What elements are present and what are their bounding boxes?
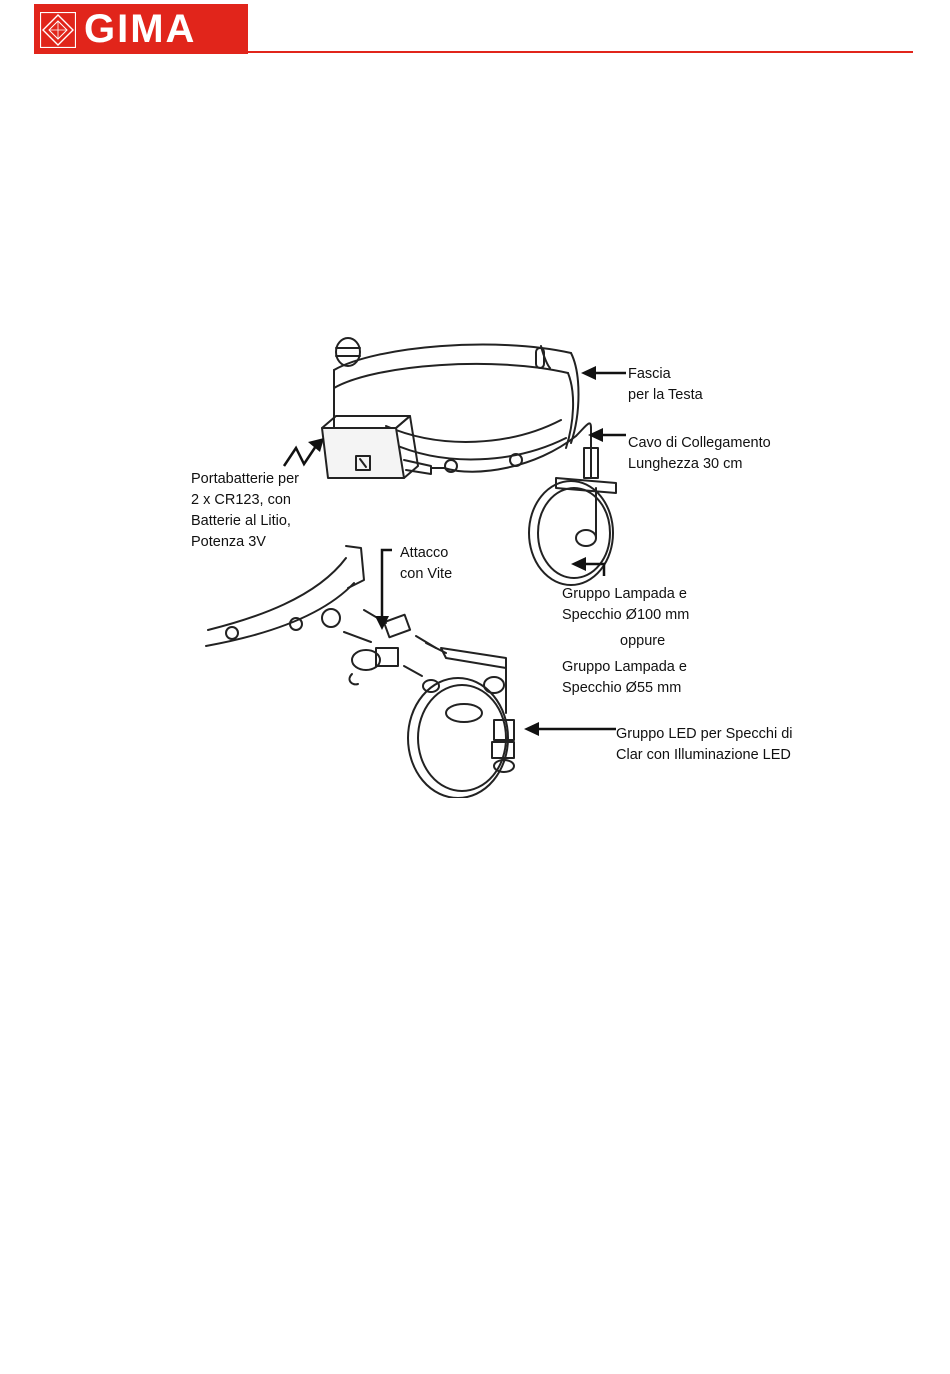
gima-logo — [34, 4, 248, 54]
callout-headband — [628, 364, 703, 406]
callout-cable-line2: Lunghezza 30 cm — [628, 456, 743, 472]
callout-cable — [628, 433, 771, 475]
callout-lamp-55-line1: Gruppo Lampada e — [562, 659, 687, 675]
header-divider — [34, 51, 913, 53]
gima-emblem-icon — [40, 12, 76, 48]
callout-battery-line1: Portabatterie per — [191, 471, 300, 487]
callout-battery-line2: 2 x CR123, con — [191, 492, 291, 508]
callout-battery-line4: Potenza 3V — [191, 534, 266, 550]
callout-screw-line2: con Vite — [400, 566, 453, 582]
brand-name: GIMA — [84, 7, 197, 51]
callout-lamp-100-line2: Specchio Ø100 mm — [562, 607, 690, 623]
callout-or: oppure — [620, 633, 666, 649]
callout-lamp-55-line2: Specchio Ø55 mm — [562, 680, 682, 696]
callout-battery-line3: Batterie al Litio, — [191, 513, 291, 529]
callout-screw — [400, 543, 452, 585]
callout-cable-line1: Cavo di Collegamento — [628, 435, 771, 451]
lower-headband-drawing — [206, 546, 364, 646]
callout-led — [616, 724, 793, 766]
callout-led-line2: Clar con Illuminazione LED — [616, 747, 791, 763]
callout-lamp-55 — [562, 657, 687, 699]
callout-headband-line2: per la Testa — [628, 387, 703, 403]
callout-screw-line1: Attacco — [400, 545, 449, 561]
callout-led-line1: Gruppo LED per Specchi di — [616, 726, 793, 742]
callout-lamp-100 — [562, 584, 689, 626]
battery-box-drawing — [322, 416, 444, 478]
callout-headband-line1: Fascia — [628, 366, 671, 382]
callout-lamp-100-line1: Gruppo Lampada e — [562, 586, 687, 602]
callout-battery — [191, 469, 299, 553]
